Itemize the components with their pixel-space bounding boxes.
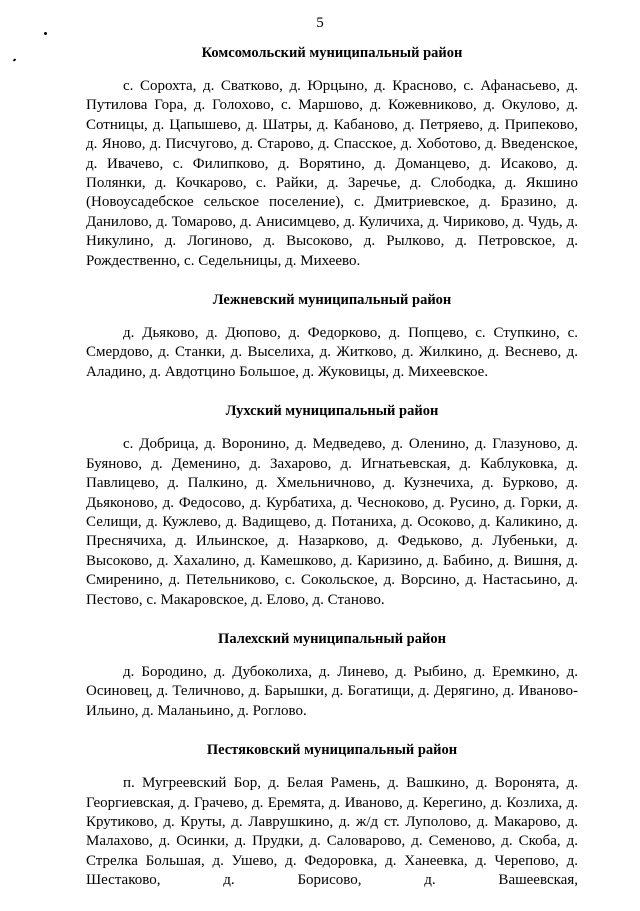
section-title: Лежневский муниципальный район (212, 292, 452, 309)
district-section-palekhsky (86, 630, 578, 721)
section-title: Пестяковский муниципальный район (206, 742, 458, 759)
district-section-komsomolsky (86, 44, 578, 271)
district-section-lukhsky (86, 402, 578, 610)
section-title: Палехский муниципальный район (218, 630, 446, 647)
section-title: Лухский муниципальный район (225, 403, 439, 420)
page-number: 5 (316, 15, 324, 31)
scan-speck (44, 32, 47, 35)
section-text: с. Сорохта, д. Сватково, д. Юрцыно, д. Красново, с. Афанасьево, д. Путилова Гора, д. Голохово, с. Маршово, д. Кожевниково, д. Окулово, д. Сотницы, д. Цапышево, д. Шатры, д. Кабаново, д. Петряево, д. Припеково, д. Яново, д. Писчугово, д. Старово, д. Спасское, д. Хоботово, д. Введенское, д. Ивачево, с. Филипково, д. Ворятино, д. Доманцево, д. Исаково, д. Полянки, д. Кочкарово, с. Райки, д. Заречье, д. Слободка, д. Якшино (Новоусадебское сельское поселение), с. Дмитриевское, д. Бразино, д. Данилово, д. Томарово, д. Анисимцево, д. Куличиха, д. Чириково, д. Чудь, д. Никулино, д. Логиново, д. Высоково, д. Рылково, д. Петровское, д. Рождественно, с. Седельницы, д. Михеево. (86, 78, 578, 269)
section-title: Комсомольский муниципальный район (201, 45, 463, 61)
section-text: д. Дьяково, д. Дюпово, д. Федорково, д. Попцево, с. Ступкино, с. Смердово, д. Станки, д. Выселиха, д. Житково, д. Жилкино, д. Веснево, д. Аладино, д. Авдотцино Большое, д. Жуковицы, д. Михеевское. (86, 325, 578, 380)
district-section-pestyakovsky (86, 741, 578, 890)
district-section-lezhnevsky (86, 291, 578, 382)
document-body (86, 44, 578, 911)
section-text: д. Бородино, д. Дубоколиха, д. Линево, д. Рыбино, д. Еремкино, д. Осиновец, д. Теличново, д. Барышки, д. Богатищи, д. Дерягино, д. Иваново-Ильино, д. Маланьино, д. Роглово. (86, 663, 578, 719)
section-text: с. Добрица, д. Воронино, д. Медведево, д. Оленино, д. Глазуново, д. Буяново, д. Деменино, д. Захарово, д. Игнатьевская, д. Каблуковка, д. Павлицево, д. Палкино, д. Хмельничново, д. Кузнечиха, д. Бурково, д. Дьяконово, д. Федосово, д. Курбатиха, д. Чесноково, д. Русино, д. Горки, д. Селищи, д. Кужлево, д. Вадищево, д. Потаниха, д. Осоково, д. Каликино, д. Преснячиха, д. Ильинское, д. Назарково, д. Федьково, д. Лубеньки, д. Высоково, д. Хахалино, д. Камешково, д. Каризино, д. Бабино, д. Вишня, д. Смиренино, д. Петельниково, с. Сокольское, д. Ворсино, д. Настасьино, д. Пестово, с. Макаровское, д. Елово, д. Станово. (86, 436, 578, 608)
section-text: п. Мугреевский Бор, д. Белая Рамень, д. Вашкино, д. Воронята, д. Георгиевская, д. Грачево, д. Еремята, д. Иваново, д. Керегино, д. Козлиха, д. Крутиково, д. Круты, д. Лаврушкино, д. ж/д ст. Луполово, д. Макарово, д. Малахово, д. Осинки, д. Прудки, д. Саловарово, д. Семеново, д. Скоба, д. Стрелка Большая, д. Ушево, д. Федоровка, д. Ханеевка, д. Черепово, д. Шестаково, д. Борисово, д. Вашеевская, (86, 775, 578, 889)
scan-speck (13, 58, 17, 61)
